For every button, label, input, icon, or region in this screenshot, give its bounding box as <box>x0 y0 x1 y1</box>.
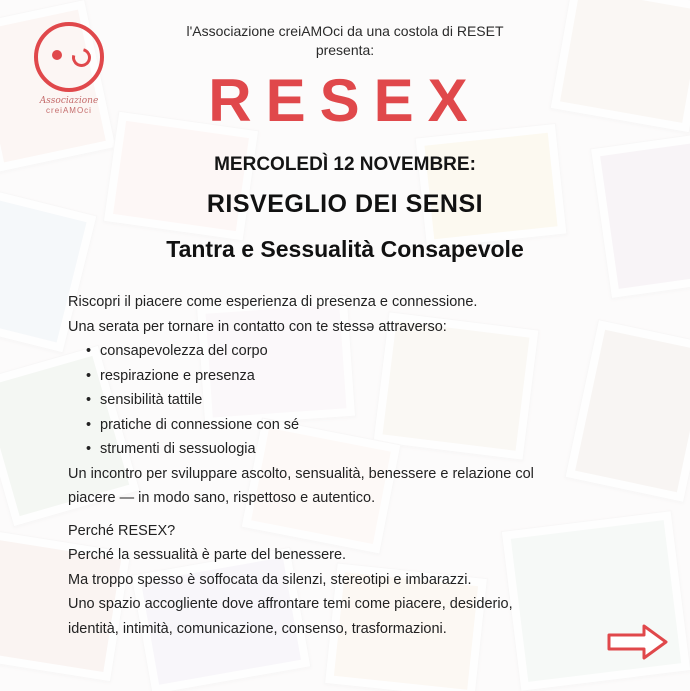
why-line: Uno spazio accogliente dove affrontare temi come piacere, desiderio, <box>68 596 513 612</box>
presenter-line: l'Associazione creiAMOci da una costola di RESET <box>186 23 504 39</box>
list-item: • strumenti di sessuologia <box>90 437 658 462</box>
list-item: • sensibilità tattile <box>90 388 658 413</box>
why-line: Ma troppo spesso è soffocata da silenzi, stereotipi e imbarazzi. <box>68 571 472 588</box>
intro-line: Riscopri il piacere come esperienza di presenza e connessione. <box>68 294 478 310</box>
outro-line: piacere — in modo sano, rispettoso e autentico. <box>68 490 376 506</box>
right-arrow-icon[interactable] <box>606 622 670 662</box>
topics-list <box>68 339 658 462</box>
list-item: • respirazione e presenza <box>90 364 658 389</box>
event-date: MERCOLEDÌ 12 NOVEMBRE: <box>214 154 476 175</box>
presenter-text <box>140 22 550 60</box>
intro-line: Una serata per tornare in contatto con te stessə attraverso: <box>68 318 447 335</box>
logo-name-text: creiAMOci <box>46 106 92 115</box>
event-subtitle: Tantra e Sessualità Consapevole <box>166 236 524 262</box>
logo-script-text: Associazione <box>39 96 99 106</box>
presenter-line: presenta: <box>315 42 375 58</box>
event-name: RISVEGLIO DEI SENSI <box>206 190 484 218</box>
why-line: identità, intimità, comunicazione, consenso, trasformazioni. <box>68 620 447 637</box>
why-title: Perché RESEX? <box>68 522 176 539</box>
why-line: Perché la sessualità è parte del benessere. <box>68 547 347 563</box>
list-item: • consapevolezza del corpo <box>90 339 658 364</box>
event-series-title: RESEX <box>208 67 482 134</box>
event-description <box>68 290 658 641</box>
outro-line: Un incontro per sviluppare ascolto, sensualità, benessere e relazione col <box>68 465 534 482</box>
list-item: • pratiche di connessione con sé <box>90 413 658 438</box>
